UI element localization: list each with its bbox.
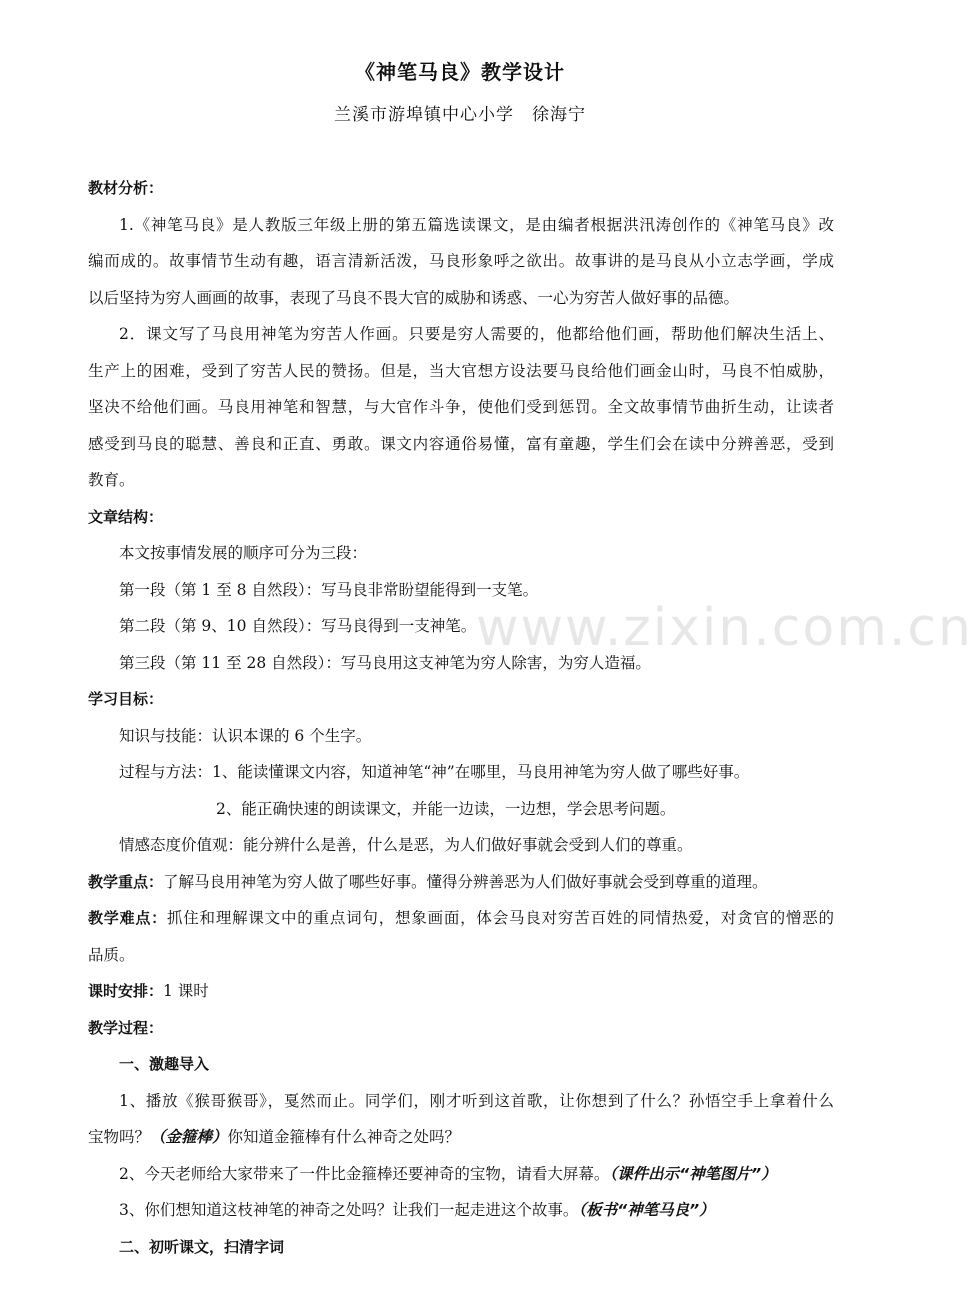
structure-intro: 本文按事情发展的顺序可分为三段： (119, 544, 368, 562)
paragraph-line: 以后坚持为穷人画画的故事，表现了马良不畏大官的威胁和诱惑、一心为穷苦人做好事的品德。 (88, 288, 740, 307)
section-heading-objectives: 学习目标： (88, 690, 164, 708)
objective-emotion: 情感态度价值观：能分辨什么是善，什么是恶，为人们做好事就会受到人们的尊重。 (119, 836, 693, 854)
step-1-paragraph-1-cont (88, 1119, 834, 1156)
difficulty-label: 教学难点： (88, 909, 167, 927)
step-1-paragraph-1: 1、播放《猴哥猴哥》，戛然而止。同学们，刚才听到这首歌，让你想到了什么？孙悟空手上拿着什么 (119, 1091, 834, 1110)
objective-process-2: 2、能正确快速的朗读课文，并能一边读，一边想，学会思考问题。 (216, 799, 676, 818)
text-fragment: 2、今天老师给大家带来了一件比金箍棒还要神奇的宝物，请看大屏幕。 (119, 1164, 610, 1183)
key-point-text: 了解马良用神笔为穷人做了哪些好事。懂得分辨善恶为人们做好事就会受到尊重的道理。 (163, 872, 768, 891)
document-title: 《神笔马良》教学设计 (355, 60, 565, 84)
structure-segment-3: 第三段（第 11 至 28 自然段）：写马良用这支神笔为穷人除害，为穷人造福。 (119, 653, 651, 672)
step-1-title: 一、激趣导入 (119, 1055, 210, 1073)
emphasis-text: （课件出示“神笔图片”） (609, 1164, 777, 1183)
document-body (88, 170, 834, 1265)
section-heading-structure: 文章结构： (88, 507, 164, 526)
paragraph-line: 2．课文写了马良用神笔为穷苦人作画。只要是穷人需要的，他都给他们画，帮助他们解决生活上、 (119, 325, 834, 343)
emphasis-text: （金箍棒） (150, 1128, 228, 1146)
section-heading-process: 教学过程： (88, 1018, 164, 1037)
structure-segment-2: 第二段（第 9、10 自然段）：写马良得到一支神笔。 (119, 617, 477, 635)
objective-knowledge: 知识与技能：认识本课的 6 个生字。 (119, 726, 372, 745)
structure-segment-1: 第一段（第 1 至 8 自然段）：写马良非常盼望能得到一支笔。 (119, 580, 539, 599)
paragraph-line: 坚决不给他们画。马良用神笔和智慧，与大官作斗争，使他们受到惩罚。全文故事情节曲折生动，让读者 (88, 398, 834, 416)
document-author: 兰溪市游埠镇中心小学 徐海宁 (334, 105, 586, 125)
text-fragment: 你知道金箍棒有什么神奇之处吗？ (227, 1128, 461, 1146)
paragraph-line: 编而成的。故事情节生动有趣，语言清新活泼，马良形象呼之欲出。故事讲的是马良从小立志学画，学成 (88, 252, 834, 270)
difficulty-line (88, 900, 834, 937)
paragraph-line: 教育。 (88, 471, 135, 489)
schedule-line (88, 973, 834, 1010)
schedule-text: 1 课时 (163, 982, 209, 1000)
watermark: www.zixin.com.cn (476, 598, 973, 658)
step-1-paragraph-3 (88, 1192, 834, 1229)
difficulty-text: 抓住和理解课文中的重点词句，想象画面，体会马良对穷苦百姓的同情热爱，对贪官的憎恶的 (166, 909, 834, 927)
step-2-title: 二、初听课文，扫清字词 (119, 1237, 285, 1256)
paragraph-line: 感受到马良的聪慧、善良和正直、勇敢。课文内容通俗易懂，富有童趣，学生们会在读中分辨善恶，受到 (88, 434, 834, 453)
text-fragment: 3、你们想知道这枝神笔的神奇之处吗？让我们一起走进这个故事。 (119, 1201, 579, 1219)
step-1-paragraph-2 (88, 1156, 834, 1193)
paragraph-line: 1.《神笔马良》是人教版三年级上册的第五篇选读课文，是由编者根据洪汛涛创作的《神笔马良》改 (119, 215, 834, 234)
key-point-line (88, 864, 834, 901)
schedule-label: 课时安排： (88, 982, 164, 1000)
key-point-label: 教学重点： (88, 872, 164, 891)
paragraph-line: 生产上的困难，受到了穷苦人民的赞扬。但是，当大官想方设法要马良给他们画金山时，马良不怕威胁， (88, 361, 834, 380)
objective-process-1: 过程与方法：1、能读懂课文内容，知道神笔“神”在哪里，马良用神笔为穷人做了哪些好事。 (119, 763, 750, 781)
emphasis-text: （板书“神笔马良”） (578, 1201, 715, 1219)
text-fragment: 宝物吗？ (88, 1128, 151, 1146)
difficulty-line-2: 品质。 (88, 945, 135, 964)
section-heading-analysis: 教材分析： (88, 179, 164, 197)
